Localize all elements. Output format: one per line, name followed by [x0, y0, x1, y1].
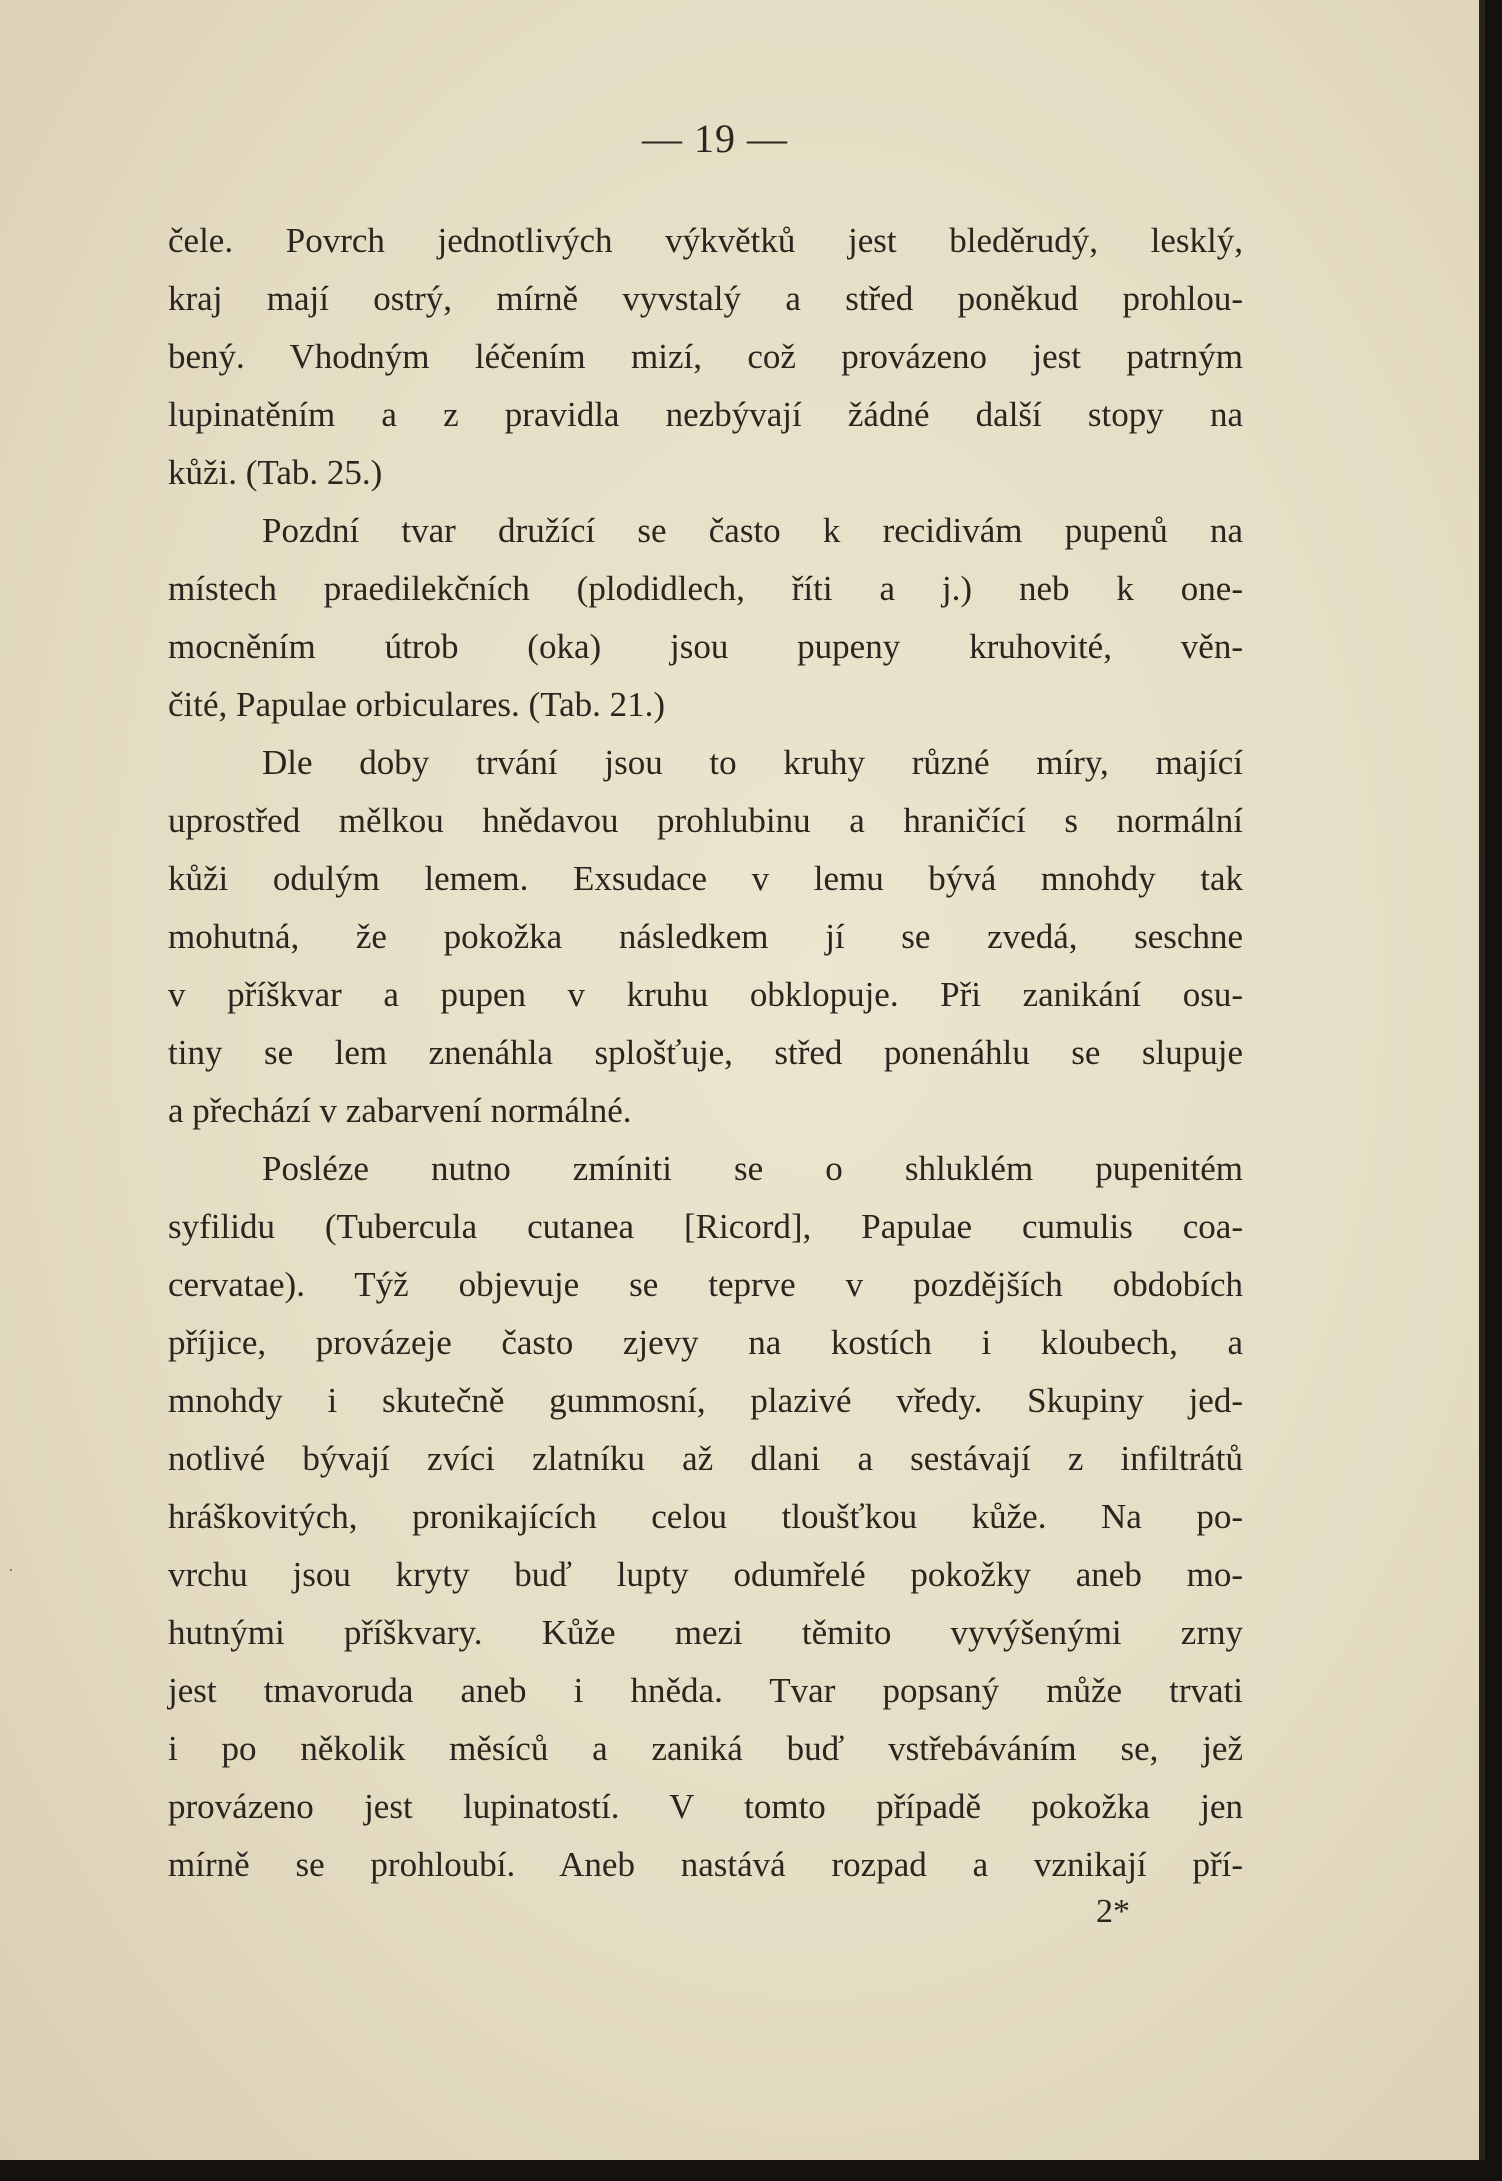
text-line: příjice, provázeje často zjevy na kostích i kloubech, a: [168, 1323, 1243, 1362]
text-line: mírně se prohloubí. Aneb nastává rozpad a vznikají pří-: [168, 1845, 1243, 1884]
text-line: tiny se lem znenáhla splošťuje, střed ponenáhlu se slupuje: [168, 1033, 1243, 1072]
text-line: kůži odulým lemem. Exsudace v lemu bývá mnohdy tak: [168, 859, 1243, 898]
text-line: Posléze nutno zmíniti se o shluklém pupenitém: [262, 1149, 1243, 1188]
text-line: bený. Vhodným léčením mizí, což provázeno jest patrným: [168, 337, 1243, 376]
text-line: místech praedilekčních (plodidlech, říti a j.) neb k one-: [168, 569, 1243, 608]
text-line: mnohdy i skutečně gummosní, plazivé vředy. Skupiny jed-: [168, 1381, 1243, 1420]
text-line: syfilidu (Tubercula cutanea [Ricord], Papulae cumulis coa-: [168, 1207, 1243, 1246]
text-line: Pozdní tvar družící se často k recidivám pupenů na: [262, 511, 1243, 550]
margin-speck: ·: [8, 1560, 14, 1580]
text-line: kraj mají ostrý, mírně vyvstalý a střed poněkud prohlou-: [168, 279, 1243, 318]
signature-mark: 2*: [1096, 1893, 1130, 1930]
text-line: a přechází v zabarvení normálné.: [168, 1091, 632, 1130]
text-line: mocněním útrob (oka) jsou pupeny kruhovité, věn-: [168, 627, 1243, 666]
text-line: čité, Papulae orbiculares. (Tab. 21.): [168, 685, 666, 724]
text-line: vrchu jsou kryty buď lupty odumřelé pokožky aneb mo-: [168, 1555, 1243, 1594]
text-line: lupinatěním a z pravidla nezbývají žádné další stopy na: [168, 395, 1243, 434]
text-line: jest tmavoruda aneb i hněda. Tvar popsaný může trvati: [168, 1671, 1243, 1710]
text-line: čele. Povrch jednotlivých výkvětků jest bleděrudý, lesklý,: [168, 221, 1243, 260]
text-line: mohutná, že pokožka následkem jí se zvedá, seschne: [168, 917, 1243, 956]
page-number: — 19 —: [642, 116, 788, 161]
body-text: [168, 212, 1243, 1894]
text-line: v příškvar a pupen v kruhu obklopuje. Při zanikání osu-: [168, 975, 1243, 1014]
text-line: hutnými příškvary. Kůže mezi těmito vyvýšenými zrny: [168, 1613, 1243, 1652]
text-line: notlivé bývají zvíci zlatníku až dlani a sestávají z infiltrátů: [168, 1439, 1243, 1478]
text-line: uprostřed mělkou hnědavou prohlubinu a hraničící s normální: [168, 801, 1243, 840]
text-line: cervatae). Týž objevuje se teprve v pozdějších obdobích: [168, 1265, 1243, 1304]
text-line: kůži. (Tab. 25.): [168, 453, 383, 492]
text-line: Dle doby trvání jsou to kruhy různé míry, mající: [262, 743, 1243, 782]
text-line: hráškovitých, pronikajících celou tloušťkou kůže. Na po-: [168, 1497, 1243, 1536]
text-line: i po několik měsíců a zaniká buď vstřebáváním se, jež: [168, 1729, 1243, 1768]
text-line: provázeno jest lupinatostí. V tomto případě pokožka jen: [168, 1787, 1243, 1826]
